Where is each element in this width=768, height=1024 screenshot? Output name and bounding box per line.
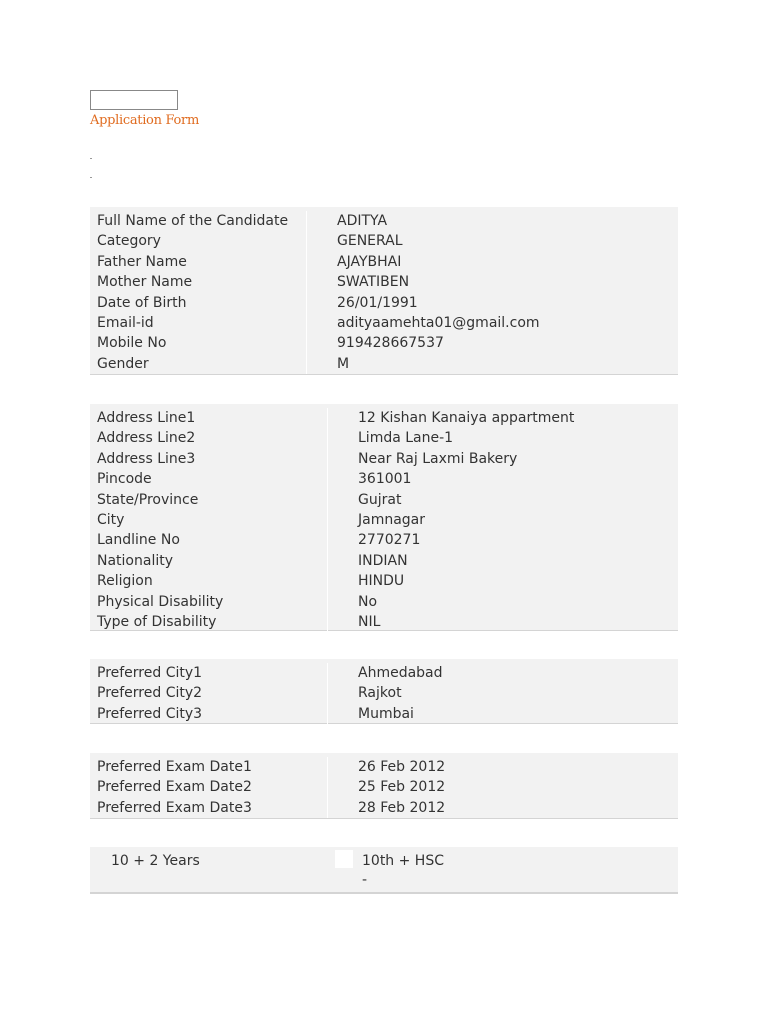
- column-separator: [306, 272, 307, 292]
- field-value: Rajkot: [358, 685, 402, 702]
- column-separator: [306, 252, 307, 272]
- field-label: Preferred City2: [97, 685, 203, 702]
- column-separator: [327, 510, 328, 530]
- field-label: 10 + 2 Years: [111, 853, 200, 869]
- table-row: [90, 571, 678, 591]
- table-row: [90, 469, 678, 489]
- table-row: [90, 851, 678, 871]
- field-label: Preferred City3: [97, 705, 203, 722]
- field-label: Category: [97, 233, 161, 250]
- field-value: INDIAN: [358, 552, 408, 569]
- column-separator: [327, 469, 328, 489]
- field-value: Near Raj Laxmi Bakery: [358, 450, 518, 467]
- field-value: 26/01/1991: [337, 294, 418, 311]
- table-row: [90, 252, 678, 272]
- column-separator: [327, 449, 328, 469]
- field-label: City: [97, 511, 125, 528]
- field-value: 919428667537: [337, 335, 444, 352]
- column-separator: [306, 293, 307, 313]
- table-row: [90, 313, 678, 333]
- field-value: No: [358, 593, 378, 610]
- field-value: GENERAL: [337, 233, 403, 250]
- field-value: Gujrat: [358, 491, 402, 508]
- field-label: Religion: [97, 573, 153, 590]
- field-label: Type of Disability: [97, 613, 217, 630]
- preferred-cities-table: [90, 659, 678, 724]
- table-row: [90, 428, 678, 448]
- column-separator: [306, 231, 307, 251]
- column-separator: [327, 777, 328, 797]
- field-label: Mobile No: [97, 335, 167, 352]
- column-separator: [327, 571, 328, 591]
- column-separator: [327, 530, 328, 550]
- field-label: Preferred Exam Date1: [97, 759, 252, 775]
- column-separator: [327, 704, 328, 724]
- field-value: adityaamehta01@gmail.com: [337, 314, 540, 331]
- field-label: Nationality: [97, 552, 174, 569]
- table-row: [90, 663, 678, 683]
- field-value: 25 Feb 2012: [358, 779, 446, 796]
- column-separator: [306, 333, 307, 353]
- page-title: Application Form: [90, 113, 199, 128]
- field-value: HINDU: [358, 573, 405, 590]
- table-row: [90, 592, 678, 612]
- table-row: [90, 490, 678, 510]
- field-label: Email-id: [97, 314, 154, 331]
- column-separator: [327, 757, 328, 777]
- column-separator: [327, 490, 328, 510]
- field-label: Landline No: [97, 532, 180, 549]
- field-label: Address Line3: [97, 450, 196, 467]
- field-value: ADITYA: [337, 213, 388, 229]
- field-label: Mother Name: [97, 274, 193, 291]
- table-row: [90, 757, 678, 777]
- logo-placeholder: [90, 90, 178, 110]
- column-separator: [306, 313, 307, 333]
- field-value: 2770271: [358, 532, 421, 549]
- field-value: Jamnagar: [358, 511, 426, 528]
- field-label: Full Name of the Candidate: [97, 213, 289, 229]
- cell-gap: [335, 850, 353, 868]
- column-separator: [327, 663, 328, 683]
- field-label: Date of Birth: [97, 294, 187, 311]
- personal-details-table: [90, 207, 678, 375]
- education-table: [90, 847, 678, 894]
- field-value: Mumbai: [358, 705, 414, 722]
- table-row: [90, 272, 678, 292]
- table-row: [90, 798, 678, 818]
- field-label: Address Line1: [97, 410, 196, 426]
- column-separator: [327, 592, 328, 612]
- field-value: 10th + HSC: [362, 853, 444, 869]
- field-value: 12 Kishan Kanaiya appartment: [358, 410, 575, 426]
- exam-dates-table: [90, 753, 678, 819]
- field-value: 361001: [358, 471, 412, 488]
- table-row: [90, 704, 678, 724]
- field-label: Father Name: [97, 253, 187, 270]
- table-row: [90, 231, 678, 251]
- field-label: Pincode: [97, 471, 152, 488]
- column-separator: [327, 408, 328, 428]
- table-row: [90, 293, 678, 313]
- field-label: Gender: [97, 355, 149, 372]
- column-separator: [327, 798, 328, 818]
- field-label: Physical Disability: [97, 593, 224, 610]
- table-row: [90, 408, 678, 428]
- field-label: Preferred City1: [97, 665, 203, 681]
- field-label: Address Line2: [97, 430, 196, 447]
- field-label: Preferred Exam Date2: [97, 779, 252, 796]
- field-value: 26 Feb 2012: [358, 759, 446, 775]
- column-separator: [327, 428, 328, 448]
- table-row: [90, 449, 678, 469]
- field-label: State/Province: [97, 491, 199, 508]
- divider-dot: [90, 177, 92, 178]
- divider-dot: [90, 158, 92, 159]
- field-value-extra: -: [362, 872, 368, 888]
- table-row: [90, 683, 678, 703]
- table-row: [90, 612, 678, 632]
- column-separator: [327, 683, 328, 703]
- table-row: [90, 510, 678, 530]
- table-row: [90, 211, 678, 231]
- table-row: [90, 530, 678, 550]
- column-separator: [306, 354, 307, 374]
- field-value: Limda Lane-1: [358, 430, 454, 447]
- table-row: [90, 551, 678, 571]
- field-label: Preferred Exam Date3: [97, 799, 252, 816]
- column-separator: [327, 551, 328, 571]
- field-value: SWATIBEN: [337, 274, 410, 291]
- field-value: 28 Feb 2012: [358, 799, 446, 816]
- address-details-table: [90, 404, 678, 631]
- field-value: Ahmedabad: [358, 665, 443, 681]
- table-row: [90, 333, 678, 353]
- field-value: NIL: [358, 613, 381, 630]
- column-separator: [306, 211, 307, 231]
- column-separator: [327, 612, 328, 632]
- field-value: AJAYBHAI: [337, 253, 402, 270]
- table-row: [90, 777, 678, 797]
- table-row: [90, 354, 678, 374]
- field-value: M: [337, 355, 350, 372]
